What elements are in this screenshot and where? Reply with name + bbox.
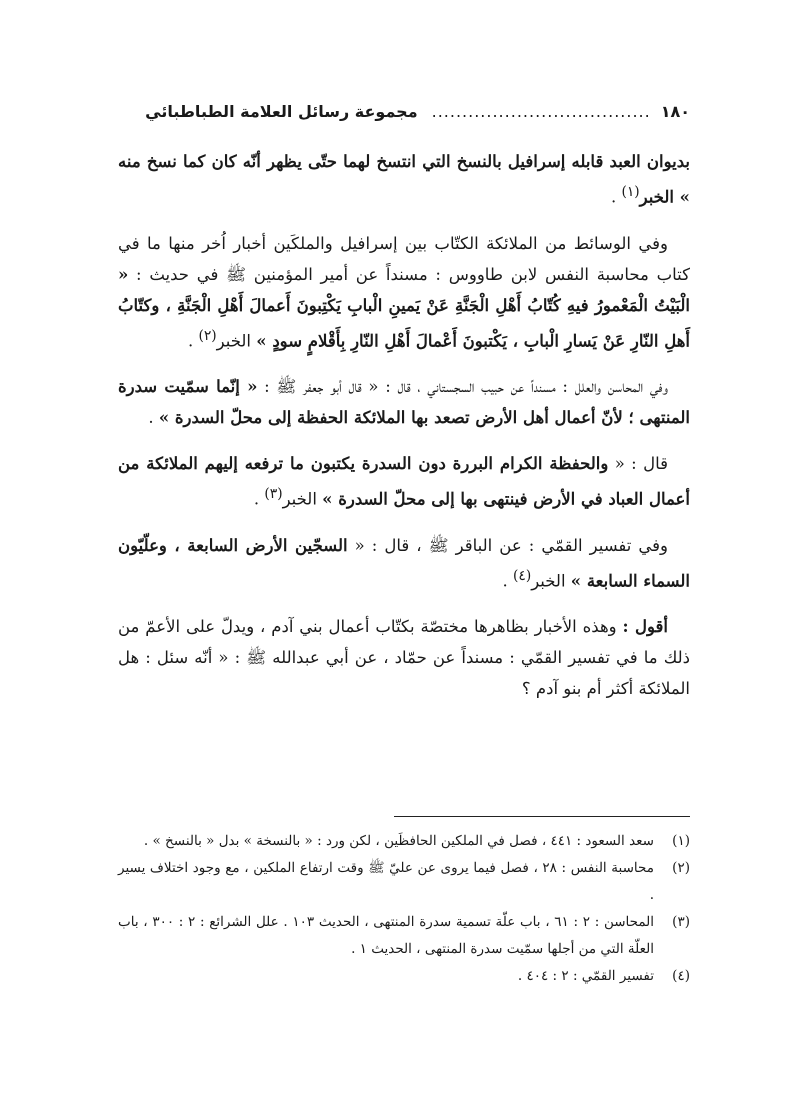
paragraph-4-quote: والحفظة الكرام البررة دون السدرة يكتبون ما ترفعه إليهم الملائكة من أعمال العباد في الأرض فينتهى بها إلى محلّ السدرة »: [118, 454, 690, 509]
running-header: [118, 96, 690, 126]
paragraph-3-tail: .: [148, 408, 159, 427]
footnote-ref-2[interactable]: (٢): [198, 327, 217, 344]
footnote-item: [118, 828, 690, 855]
main-text: [118, 146, 690, 719]
footnote-ref-4[interactable]: (٤): [513, 567, 532, 584]
header-title: مجموعة رسائل العلامة الطباطبائي: [145, 101, 418, 121]
footnote-text: المحاسن : ٢ : ٦١ ، باب علّة تسمية سدرة المنتهى ، الحديث ١٠٣ . علل الشرائع : ٢ : ٣٠٠ ، باب العلّة التي من أجلها سمّيت سدرة المنتهى ، الحديث ١ .: [118, 914, 655, 957]
paragraph-3-quote: « إنّما سمّيت سدرة المنتهى ؛ لأنّ أعمال أهل الأرض تصعد بها الملائكة الحفظة إلى محلّ السدرة »: [118, 377, 690, 427]
footnote-number: (٢): [672, 860, 690, 876]
paragraph-6: [118, 611, 690, 704]
paragraph-6-text: وهذه الأخبار بظاهرها مختصّة بكتّاب أعمال بني آدم ، ويدلّ على الأعمّ من ذلك ما في تفسير القمّي : مسنداً عن حمّاد ، عن أبي عبدالله ﷺ : « أنّه سئل : هل الملائكة أكثر أم بنو آدم ؟: [118, 617, 690, 698]
footnote-text: سعد السعود : ٤٤١ ، فصل في الملكين الحافظَين ، لكن ورد : « بالنسخة » بدل « بالنسخ » .: [143, 833, 654, 849]
footnote-number: (٤): [672, 968, 690, 984]
footnote-number: (٣): [672, 914, 690, 930]
paragraph-5: وفي تفسير القمّي : عن الباقر ﷺ ، قال : « السجّين الأرض السابعة ، وعلّيّون السماء السابعة » الخبر$^{(٤)}$ .: [118, 535, 690, 590]
paragraph-2-text: وفي الوسائط من الملائكة الكتّاب بين إسرافيل والملكَين أخبار اُخر منها ما في كتاب محاسبة النفس لابن طاووس : مسنداً عن أمير المؤمنين ﷺ في حديث :: [118, 233, 690, 284]
footnote-ref-1[interactable]: (١): [621, 184, 640, 200]
footnote-item: [118, 963, 690, 990]
paragraph-5-text: وفي تفسير القمّي : عن الباقر ﷺ ، قال : «: [347, 535, 669, 555]
paragraph-2: وفي الوسائط من الملائكة الكتّاب بين إسرافيل والملكَين أخبار اُخر منها ما في كتاب محاسبة النفس لابن طاووس : مسنداً عن أمير المؤمنين ﷺ في حديث : « الْبَيْتُ الْمَعْمورُ فيهِ كُتّابُ أَهْلِ الْجَنَّةِ عَنْ يَمينِ الْبابِ يَكْتِبونَ أَعمالَ أَهْلِ الْجَنَّةِ ، وكتّابُ أَهلِ النّارِ عَنْ يَسارِ الْبابِ ، يَكْتبونَ أَعْمالَ أَهْلِ النّارِ بِأَقْلامٍ سودٍ » الخبر$^{(٢)}$ .: [118, 233, 690, 350]
paragraph-5-quote: السجّين الأرض السابعة ، وعلّيّون السماء السابعة »: [118, 535, 690, 590]
footnote-item: [118, 855, 690, 909]
paragraph-5-tail: الخبر: [531, 571, 571, 590]
paragraph-6-label: أقول :: [622, 617, 668, 636]
paragraph-2-tail: الخبر: [216, 331, 257, 350]
footnote-text: محاسبة النفس : ٢٨ ، فصل فيما يروى عن عليّ ﷺ وقت ارتفاع الملكين ، مع وجود اختلاف يسير .: [118, 860, 654, 903]
paragraph-1-text: بديوان العبد قابله إسرافيل بالنسخ التي انتسخ لهما حتّى يظهر أنّه كان كما نسخ منه » الخبر: [118, 152, 690, 207]
paragraph-2-quote: « الْبَيْتُ الْمَعْمورُ فيهِ كُتّابُ أَهْلِ الْجَنَّةِ عَنْ يَمينِ الْبابِ يَكْتِبونَ أَعمالَ أَهْلِ الْجَنَّةِ ، وكتّابُ أَهلِ النّارِ عَنْ يَسارِ الْبابِ ، يَكْتبونَ أَعْمالَ أَهْلِ النّارِ بِأَقْلامٍ سودٍ »: [118, 264, 690, 350]
footnote-text: تفسير القمّي : ٢ : ٤٠٤ .: [517, 968, 654, 984]
paragraph-3: [118, 371, 690, 433]
paragraph-4-text: قال : «: [608, 454, 668, 473]
footnotes: [118, 828, 690, 990]
paragraph-3-text: وفي المحاسن والعلل : مسنداً عن حبيب السجستاني ، قال : « قال أبو جعفر ﷺ :: [257, 377, 669, 396]
footnote-divider: [394, 816, 690, 817]
paragraph-1: بديوان العبد قابله إسرافيل بالنسخ التي انتسخ لهما حتّى يظهر أنّه كان كما نسخ منه » الخبر$^{(١)}$ .: [118, 152, 690, 207]
page-number: ١٨٠: [660, 101, 690, 121]
paragraph-4: قال : « والحفظة الكرام البررة دون السدرة يكتبون ما ترفعه إليهم الملائكة من أعمال العباد في الأرض فينتهى بها إلى محلّ السدرة » الخبر$^{(٣)}$ .: [118, 454, 690, 509]
footnote-item: [118, 909, 690, 963]
footnote-number: (١): [672, 833, 690, 849]
header-leader-dots: ....................................: [431, 101, 651, 121]
paragraph-4-tail: الخبر: [282, 489, 323, 509]
footnote-ref-3[interactable]: (٣): [264, 486, 283, 502]
